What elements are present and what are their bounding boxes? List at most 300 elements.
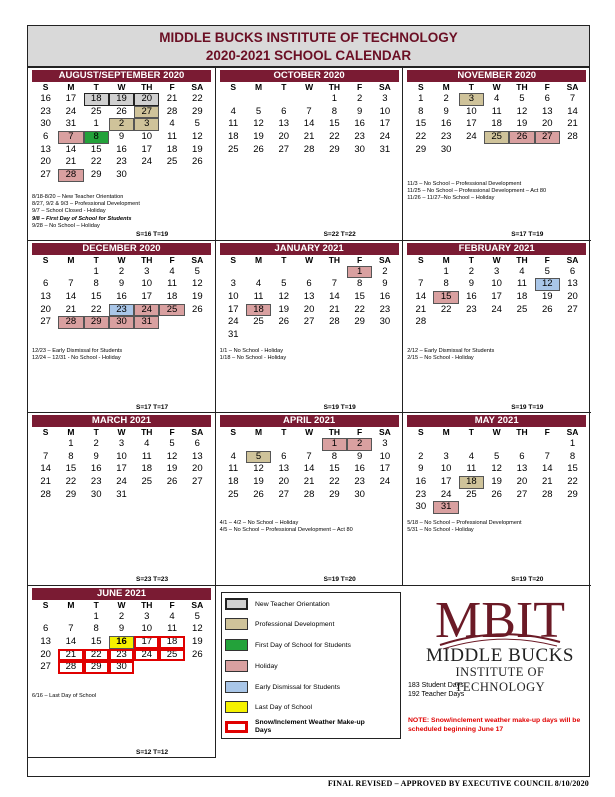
day-cell: 13	[567, 278, 578, 290]
day-cell: 26	[278, 316, 290, 328]
weekday-label: S	[230, 254, 237, 265]
week-row	[33, 661, 210, 674]
day-cell: 31	[227, 328, 239, 340]
day-cell: 6	[194, 438, 200, 449]
weekday-label: TH	[516, 427, 528, 437]
day-cell: 8	[84, 131, 109, 144]
day-cell: 31	[134, 316, 159, 329]
month-stats: S=22 T=22	[323, 231, 356, 238]
day-cell: 24	[466, 131, 477, 143]
day-cell: 1	[418, 93, 424, 104]
weekday-label: S	[42, 427, 49, 437]
day-cell: 3	[382, 438, 388, 449]
day-cell: 30	[379, 316, 391, 328]
day-cell	[33, 266, 58, 279]
weekday-header	[33, 82, 210, 93]
logo-letters: MBIT	[435, 592, 565, 649]
day-cell: 4	[230, 105, 236, 117]
day-cell: 6	[544, 93, 550, 104]
day-cell	[535, 144, 560, 157]
day-cell: 11	[253, 290, 264, 302]
week-row	[221, 131, 398, 144]
day-cell: 23	[116, 156, 127, 168]
day-cell: 29	[354, 316, 365, 328]
day-cell: 15	[433, 291, 458, 304]
day-cell: 13	[278, 463, 290, 475]
day-cell	[134, 661, 159, 674]
month-block	[216, 68, 403, 240]
day-cell: 9	[356, 450, 363, 462]
day-cell: 19	[491, 476, 502, 488]
day-cell	[535, 501, 560, 514]
weekday-label: W	[305, 254, 314, 265]
weekday-label: F	[357, 254, 363, 265]
day-cell: 3	[118, 438, 125, 449]
week-row	[33, 463, 210, 476]
day-cell: 24	[491, 303, 502, 315]
day-cell: 19	[192, 290, 203, 302]
day-cell: 26	[192, 156, 203, 168]
day-cell	[246, 438, 271, 451]
weekday-label: M	[67, 82, 75, 92]
day-cell: 18	[491, 118, 502, 130]
weekday-label: T	[93, 599, 99, 610]
calendar-header	[27, 25, 590, 67]
week-row	[33, 144, 210, 157]
week-row	[221, 316, 398, 329]
day-cell: 21	[329, 303, 340, 315]
day-cell: 10	[141, 131, 153, 143]
weekday-label: TH	[141, 427, 153, 437]
legend-item	[225, 639, 351, 651]
day-cell: 5	[544, 265, 550, 277]
day-cell: 10	[379, 450, 391, 462]
day-cell: 16	[415, 476, 427, 488]
day-cell: 26	[541, 303, 553, 315]
day-cell	[33, 611, 58, 624]
week-row	[33, 93, 210, 106]
day-cell	[271, 438, 296, 451]
legend-item	[225, 701, 312, 713]
day-cell	[58, 266, 83, 279]
month-title: NOVEMBER 2020	[407, 70, 586, 82]
week-row	[221, 329, 398, 342]
note-line: 5/31 – No School - Holiday	[407, 527, 474, 534]
day-cell: 17	[491, 290, 502, 302]
day-cell: 2	[118, 265, 125, 277]
month-title: AUGUST/SEPTEMBER 2020	[32, 70, 211, 82]
week-row	[408, 106, 585, 119]
weekday-label: F	[169, 254, 175, 265]
day-cell: 18	[159, 636, 184, 649]
note-line: 11/25 – No School – Professional Development – Act 80	[407, 188, 547, 195]
day-cell: 4	[230, 450, 236, 462]
legend-label: Early Dismissal for Students	[255, 683, 340, 691]
day-cell: 22	[90, 156, 102, 168]
weekday-label: TH	[141, 599, 153, 610]
day-cell: 25	[253, 316, 264, 328]
day-cell: 27	[40, 661, 51, 673]
day-cell	[33, 438, 58, 451]
day-cell: 14	[303, 118, 315, 130]
day-cell: 21	[166, 93, 178, 104]
day-cell: 15	[329, 463, 340, 475]
week-row	[221, 266, 398, 279]
day-cell: 2	[382, 265, 388, 277]
day-cell: 15	[90, 635, 102, 647]
day-cell: 27	[278, 143, 290, 155]
week-row	[221, 106, 398, 119]
day-cell: 7	[544, 450, 550, 462]
day-cell: 17	[141, 290, 153, 302]
day-cell	[535, 316, 560, 329]
day-cell	[134, 489, 159, 502]
day-cell: 15	[90, 143, 102, 155]
day-cell	[221, 266, 246, 279]
note-line: 1/18 – No School - Holiday	[219, 354, 287, 361]
day-cell: 25	[141, 476, 153, 488]
day-cell: 11	[228, 118, 239, 130]
day-cell: 29	[329, 143, 340, 155]
month-block	[28, 241, 215, 413]
day-cell	[408, 438, 433, 451]
weekday-label: W	[117, 254, 126, 265]
weekday-label: T	[93, 254, 99, 265]
day-cell: 20	[40, 648, 51, 660]
day-cell: 27	[192, 476, 203, 488]
month-title: OCTOBER 2020	[220, 70, 399, 82]
day-cell: 1	[331, 93, 337, 104]
day-cell: 27	[40, 169, 51, 181]
weekday-label: M	[442, 82, 450, 92]
day-cell: 31	[379, 143, 391, 155]
week-row	[408, 451, 585, 464]
day-cell: 29	[65, 488, 77, 500]
weekday-label: F	[544, 254, 550, 265]
week-row	[33, 476, 210, 489]
day-cell	[296, 93, 321, 106]
month-block	[403, 241, 590, 413]
weekday-label: M	[67, 599, 75, 610]
day-cell: 16	[466, 290, 477, 302]
day-cell: 3	[230, 278, 236, 290]
weekday-label: W	[305, 427, 314, 437]
day-cell: 12	[253, 463, 264, 475]
day-cell: 28	[40, 488, 51, 500]
month-block	[28, 586, 215, 758]
day-cell: 14	[567, 105, 578, 117]
day-cell	[433, 316, 458, 329]
day-cell: 27	[567, 303, 578, 315]
weekday-label: TH	[141, 82, 153, 92]
day-cell: 23	[90, 476, 102, 488]
weekday-label: S	[417, 254, 424, 265]
legend-item	[225, 660, 278, 672]
day-cell: 8	[93, 278, 99, 290]
day-cell: 13	[541, 105, 553, 117]
day-cell: 28	[58, 169, 83, 182]
day-cell: 22	[65, 476, 77, 488]
day-cell: 25	[484, 131, 509, 144]
day-cell	[246, 329, 271, 342]
month-notes	[32, 693, 96, 700]
week-row	[33, 623, 210, 636]
day-cell: 11	[466, 463, 477, 475]
weekday-label: T	[281, 254, 287, 265]
weekday-label: SA	[566, 427, 579, 437]
day-cell	[372, 489, 397, 502]
day-cell: 15	[567, 463, 578, 475]
note-line: 9/7 – School Closed - Holiday	[32, 208, 106, 215]
day-cell: 3	[144, 265, 150, 277]
weekday-label: SA	[191, 427, 204, 437]
weekday-label: M	[67, 254, 75, 265]
day-cell: 19	[192, 143, 203, 155]
legend-swatch	[225, 681, 248, 693]
day-cell: 6	[42, 131, 49, 143]
month-stats: S=19 T=19	[511, 403, 544, 411]
day-cell: 27	[303, 316, 315, 328]
day-cell: 11	[228, 463, 239, 475]
weekday-label: W	[117, 82, 126, 92]
day-cell: 17	[379, 463, 391, 475]
day-cell: 25	[166, 156, 178, 168]
day-cell: 3	[144, 610, 150, 622]
month-notes	[32, 194, 140, 230]
weekday-label: F	[544, 427, 550, 437]
day-cell: 26	[166, 476, 178, 488]
month-block	[403, 413, 590, 585]
day-cell: 18	[516, 290, 528, 302]
day-cell: 10	[379, 105, 391, 117]
day-cell: 21	[40, 476, 51, 488]
weekday-header	[33, 255, 210, 266]
day-cell	[58, 611, 83, 624]
day-cell	[296, 329, 321, 342]
weekday-label: S	[42, 599, 49, 610]
day-cell: 26	[192, 648, 203, 660]
day-cell: 1	[68, 438, 74, 449]
month-title: APRIL 2021	[220, 415, 399, 427]
note-line: 2/12 – Early Dismissal for Students	[407, 347, 495, 354]
day-cell: 22	[90, 303, 102, 315]
day-cell: 28	[58, 661, 83, 674]
day-cell	[484, 144, 509, 157]
weekday-label: M	[67, 427, 75, 437]
day-cell: 12	[516, 105, 528, 117]
legend-swatch	[225, 639, 248, 651]
day-cell: 20	[40, 303, 51, 315]
day-cell: 5	[494, 450, 500, 462]
weekday-label: W	[117, 599, 126, 610]
month-notes	[220, 520, 353, 534]
day-cell: 28	[166, 105, 178, 117]
week-row	[33, 316, 210, 329]
day-cell: 5	[194, 610, 200, 622]
logo-name-line1: MIDDLE BUCKS	[426, 645, 574, 666]
day-cell: 20	[134, 93, 159, 106]
day-cell: 29	[329, 488, 340, 500]
day-cell	[322, 329, 347, 342]
day-cell	[433, 438, 458, 451]
day-cell: 29	[84, 316, 109, 329]
day-cell: 4	[169, 118, 175, 130]
day-cell: 21	[567, 118, 578, 130]
day-cell	[484, 501, 509, 514]
day-cell: 20	[567, 290, 578, 302]
day-cell: 19	[541, 290, 553, 302]
legend-item	[225, 618, 334, 630]
day-cell: 30	[415, 501, 427, 513]
day-cell: 30	[109, 316, 134, 329]
day-cell: 5	[281, 278, 287, 290]
week-row	[33, 438, 210, 451]
day-cell: 5	[519, 93, 525, 104]
weekday-header	[408, 255, 585, 266]
day-cell: 30	[354, 143, 365, 155]
day-cell: 16	[354, 463, 365, 475]
day-cell: 6	[569, 265, 576, 277]
day-cell	[159, 661, 184, 674]
day-cell: 28	[329, 316, 340, 328]
day-cell: 2	[118, 610, 125, 622]
day-cell: 21	[58, 649, 83, 662]
day-cell: 6	[281, 105, 287, 117]
day-cell	[509, 316, 534, 329]
weekday-label: M	[254, 254, 263, 265]
day-cell: 9	[382, 278, 388, 290]
day-cell: 14	[303, 463, 315, 475]
day-cell	[185, 489, 210, 502]
week-row	[408, 304, 585, 317]
day-cell: 23	[379, 303, 391, 315]
weekday-label: SA	[379, 254, 391, 265]
day-cell: 20	[303, 303, 315, 315]
day-cell: 11	[167, 131, 177, 143]
day-cell: 13	[516, 463, 528, 475]
day-cell: 1	[93, 610, 99, 622]
day-cell: 14	[65, 635, 77, 647]
day-cell: 17	[141, 143, 153, 155]
legend-swatch	[225, 598, 248, 610]
day-cell: 19	[253, 476, 264, 488]
day-cell: 9	[468, 278, 475, 290]
day-cell: 8	[443, 278, 449, 290]
day-cell: 5	[194, 118, 200, 130]
day-cell: 20	[516, 476, 528, 488]
week-row	[221, 463, 398, 476]
day-cell: 10	[141, 278, 153, 290]
day-cell: 9	[118, 278, 125, 290]
day-cell: 5	[246, 451, 271, 464]
day-cell: 21	[65, 156, 77, 168]
day-cell: 10	[116, 450, 127, 462]
day-cell: 20	[278, 476, 290, 488]
day-cell	[509, 144, 534, 157]
day-cell: 9	[443, 105, 449, 117]
weekday-label: S	[417, 82, 424, 92]
day-cell: 28	[567, 131, 578, 143]
month-title: MARCH 2021	[32, 415, 211, 427]
week-row	[33, 266, 210, 279]
day-cell: 16	[354, 118, 365, 130]
weekday-label: TH	[516, 82, 528, 92]
month-stats: S=19 T=20	[323, 576, 356, 583]
day-cell: 8	[569, 450, 576, 462]
week-row	[408, 291, 585, 304]
week-row	[221, 489, 398, 502]
weekday-header	[408, 427, 585, 438]
day-cell: 5	[255, 105, 262, 117]
day-cell: 12	[192, 131, 203, 143]
legend-label: Professional Development	[255, 620, 335, 628]
week-row	[33, 156, 210, 169]
day-cell: 22	[567, 476, 578, 488]
note-line: 9/28 – No School – Holiday	[32, 222, 100, 229]
weekday-label: F	[169, 82, 175, 92]
day-cell: 22	[440, 303, 452, 315]
day-cell: 15	[65, 463, 77, 475]
weekday-label: M	[442, 427, 450, 437]
day-cell: 20	[541, 118, 553, 130]
weekday-label: TH	[141, 254, 153, 265]
day-cell: 24	[141, 156, 153, 168]
day-cell: 6	[42, 623, 49, 635]
day-cell: 8	[68, 450, 74, 462]
day-cell: 16	[379, 290, 391, 302]
day-cell: 26	[253, 488, 264, 500]
week-row	[221, 278, 398, 291]
day-cell: 27	[278, 488, 290, 500]
day-cell: 14	[40, 463, 51, 475]
weekday-label: SA	[191, 599, 204, 610]
day-cell	[221, 438, 246, 451]
day-cell: 13	[40, 143, 51, 155]
legend-label: Last Day of School	[255, 703, 313, 711]
day-cell: 29	[90, 169, 102, 181]
month-days	[221, 82, 398, 156]
day-cell: 19	[109, 93, 134, 106]
day-cell: 4	[144, 438, 150, 449]
note-line: 4/1 – 4/2 – No School – Holiday	[219, 520, 299, 526]
day-cell	[185, 661, 210, 674]
legend-swatch	[225, 618, 248, 630]
day-cell: 28	[303, 488, 315, 500]
day-cell: 23	[109, 304, 134, 317]
day-cell: 2	[443, 93, 449, 104]
weekday-label: W	[492, 427, 501, 437]
note-line: 5/18 – No School – Professional Development	[407, 520, 522, 526]
month-stats: S=17 T=17	[136, 403, 169, 411]
weekday-label: W	[492, 82, 501, 92]
day-cell: 25	[159, 649, 184, 662]
note-line: 8/27, 9/2 & 9/3 – Professional Development	[32, 201, 140, 208]
month-days	[33, 82, 210, 182]
day-cell: 21	[303, 476, 315, 488]
week-row	[408, 489, 585, 502]
day-cell: 16	[116, 143, 127, 155]
calendar-title: 2020-2021 SCHOOL CALENDAR	[205, 48, 412, 63]
month-days	[33, 600, 210, 674]
day-cell: 28	[415, 316, 427, 328]
week-row	[408, 316, 585, 329]
day-cell: 17	[116, 463, 127, 475]
day-cell: 9	[118, 131, 125, 143]
day-cell: 14	[65, 290, 77, 302]
day-cell: 8	[331, 105, 337, 117]
week-row	[408, 93, 585, 106]
day-cell: 2	[418, 450, 424, 462]
